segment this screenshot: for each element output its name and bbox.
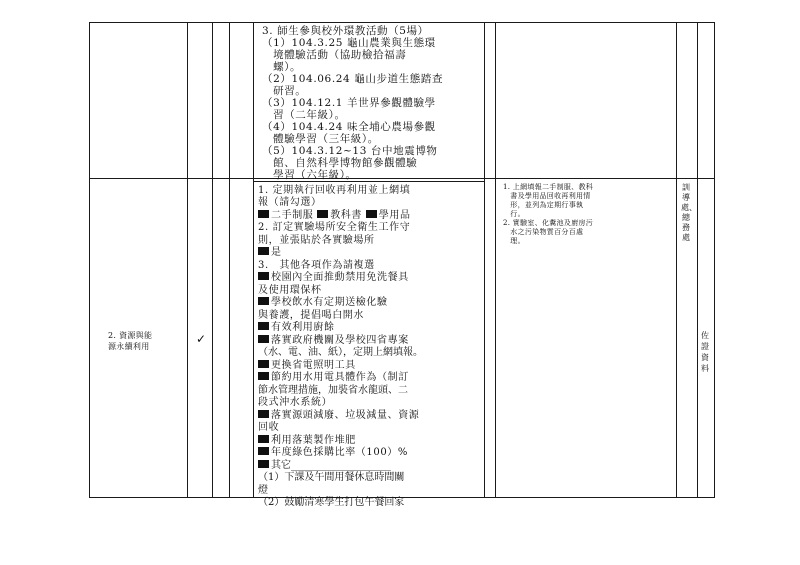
checkbox-checked-icon <box>317 210 328 218</box>
checkmark-icon: ✓ <box>196 332 207 346</box>
action-line: 有效利用廚餘 <box>258 321 335 334</box>
checkbox-checked-icon <box>258 247 269 255</box>
action-line: 學校飲水有定期送檢化驗 <box>258 296 388 309</box>
table-column-divider <box>229 22 230 497</box>
activity-line: 3. 師生參與校外環教活動（5場） <box>262 25 429 37</box>
activity-line: （4）104.4.24 味全埔心農場參觀 <box>262 121 436 133</box>
action-line: （2）鼓勵清寒學生打包午餐回家 <box>258 497 405 508</box>
checkbox-checked-icon <box>258 410 269 418</box>
note-line: 1. 上網填報二手制服、教科 <box>503 183 594 191</box>
action-line: （1）下課及午間用餐休息時間關 <box>258 472 405 483</box>
table-column-divider <box>212 22 213 497</box>
table-border-right <box>714 22 715 497</box>
table-column-divider <box>697 22 698 497</box>
table-row-divider <box>89 178 715 179</box>
activity-line: 體驗學習（三年級）。 <box>262 133 379 145</box>
action-line: 報（請勾選） <box>258 197 322 208</box>
checkbox-checked-icon <box>258 372 269 380</box>
responsible-unit: 訓導處、總務處 <box>681 183 697 242</box>
note-line: 理。 <box>503 237 525 245</box>
checkbox-checked-icon <box>258 447 269 455</box>
action-line: 段式沖水系統） <box>258 397 333 408</box>
table-border-left <box>89 22 90 497</box>
action-line: 落實源頭減廢、垃圾減量、資源 <box>258 409 419 422</box>
item-label <box>108 330 152 352</box>
checkbox-checked-icon <box>258 297 269 305</box>
activity-line: 習（二年級）。 <box>262 109 346 121</box>
action-line: 節約用水用電具體作為（制訂 <box>258 371 409 384</box>
remark-text: 佐證資料 <box>701 331 709 373</box>
checkbox-checked-icon <box>258 435 269 443</box>
checkbox-checked-icon <box>258 335 269 343</box>
activity-line: （2）104.06.24 龜山步道生態踏查 <box>262 73 444 85</box>
action-line: 則，並張貼於各實驗場所 <box>258 234 375 246</box>
activity-line: （1）104.3.25 龜山農業與生態環 <box>262 37 436 49</box>
table-column-divider <box>484 22 485 497</box>
item-label-line: 2. 資源與能 <box>108 331 153 340</box>
activity-line: （5）104.3.12~13 台中地震博物 <box>262 145 438 157</box>
action-line: 燈 <box>258 484 269 496</box>
activity-line: 境體驗活動（協助檢拾福壽 <box>262 49 407 61</box>
checkbox-checked-icon <box>366 210 377 218</box>
note-line: 行。 <box>503 210 525 218</box>
item-label-line: 源永續利用 <box>108 342 150 351</box>
action-line: 更換省電照明工具 <box>258 359 356 372</box>
action-line: 校園內全面推動禁用免洗餐具 <box>258 271 409 284</box>
action-line: 利用落葉製作堆肥 <box>258 434 356 447</box>
table-column-divider <box>676 22 677 497</box>
activity-line: 研習。 <box>262 85 307 97</box>
action-line: 二手制服 教科書 學用品 <box>258 209 411 222</box>
action-line: 是 <box>258 246 282 259</box>
action-line: 節水管理措施，加裝省水龍頭、二 <box>258 384 408 396</box>
table-column-divider <box>495 22 496 497</box>
table-column-divider <box>253 22 254 497</box>
note-line: 形，並列為定期行事執 <box>503 201 584 209</box>
activity-line: 螺）。 <box>262 61 302 73</box>
activity-line: （3）104.12.1 羊世界參觀體驗學 <box>262 97 436 109</box>
action-line: 年度綠色採購比率（100）% <box>258 446 408 459</box>
action-line: 及使用環保杯 <box>258 284 322 296</box>
action-line: 3. 其他各項作為請複選 <box>258 259 375 271</box>
note-line: 2. 實驗室、化糞池及廚房污 <box>503 219 594 227</box>
note-line: 書及學用品回收再利用情 <box>503 192 591 200</box>
activity-line: 館、自然科學博物館參觀體驗 <box>262 157 418 169</box>
table-column-divider <box>187 22 188 497</box>
checkbox-checked-icon <box>258 460 269 468</box>
table-border-top <box>89 22 715 23</box>
action-line: 與養護，提倡喝白開水 <box>258 309 364 321</box>
action-line: 落實政府機關及學校四省專案 <box>258 334 409 347</box>
note-line: 水之污染物質百分百處 <box>503 228 584 236</box>
checkbox-checked-icon <box>258 272 269 280</box>
action-line: 2. 訂定實驗場所安全衛生工作守 <box>258 222 411 233</box>
action-line: （水、電、油、紙），定期上網填報。 <box>258 347 423 358</box>
notes-text <box>503 183 593 246</box>
checkbox-checked-icon <box>258 210 269 218</box>
action-line: 回收 <box>258 422 280 433</box>
action-line: 其它____________________ <box>258 459 391 472</box>
activity-line: 學習（六年級）。 <box>262 169 357 181</box>
action-line: 1. 定期執行回收再利用並上網填 <box>258 185 411 196</box>
checkbox-checked-icon <box>258 322 269 330</box>
checkbox-checked-icon <box>258 360 269 368</box>
